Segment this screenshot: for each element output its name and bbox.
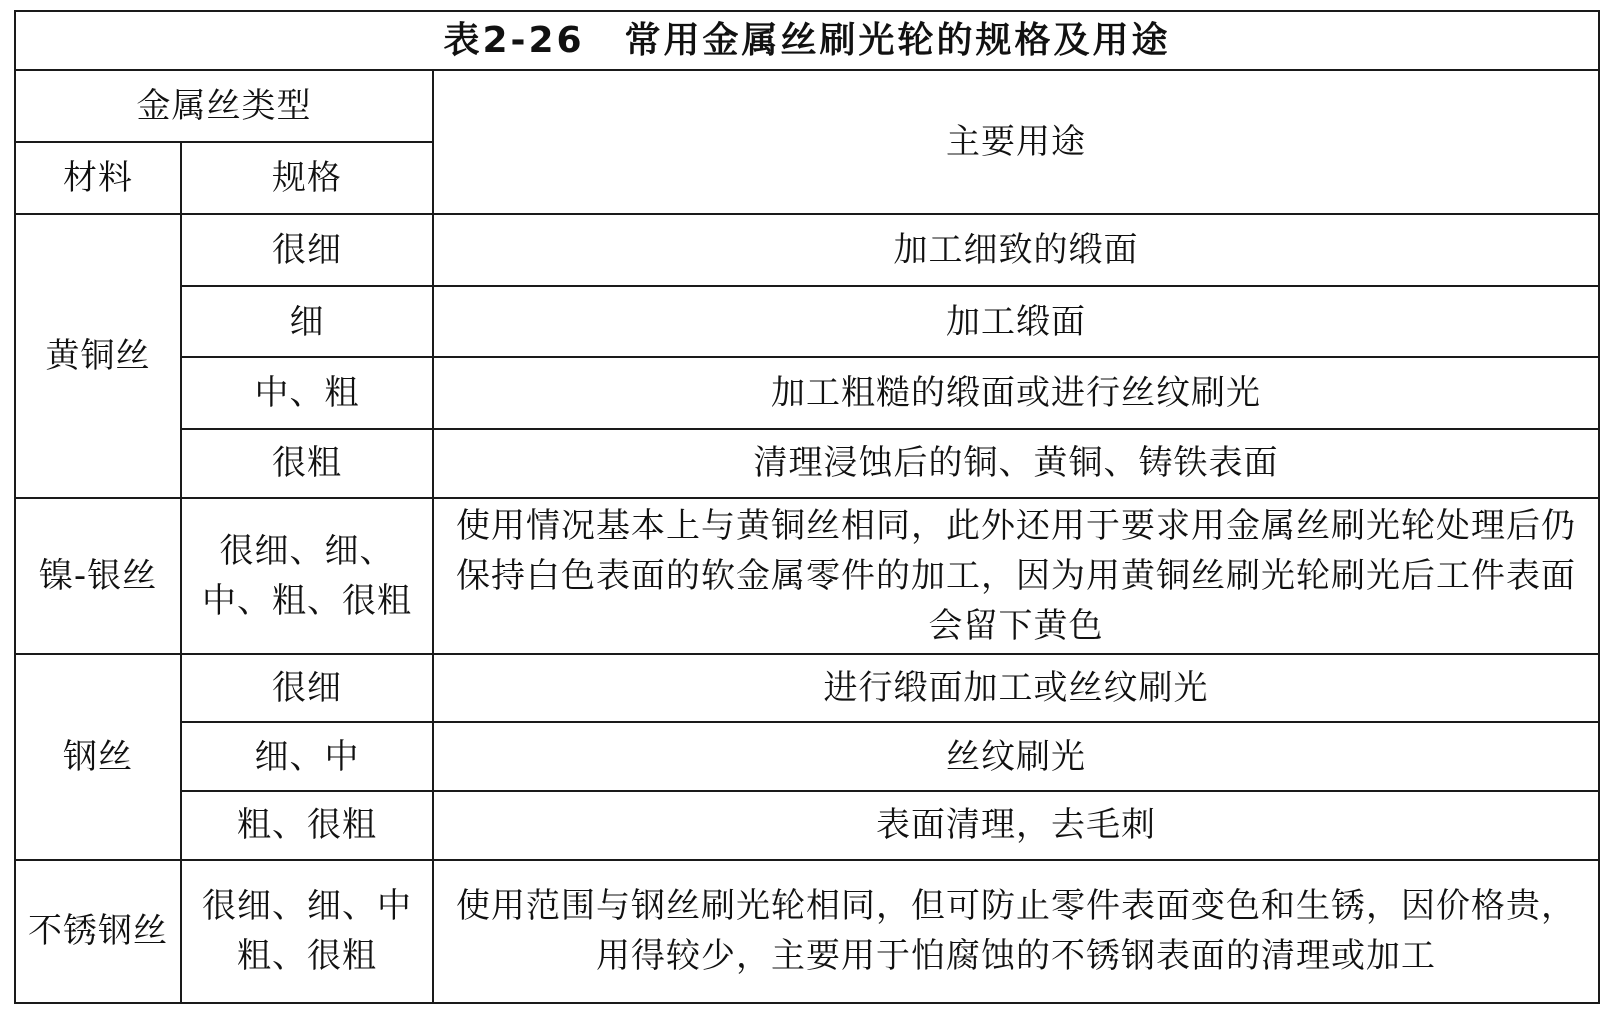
usage-cell: 丝纹刷光 xyxy=(433,722,1599,791)
header-type: 金属丝类型 xyxy=(15,70,433,142)
material-cell: 钢丝 xyxy=(15,654,181,860)
table-row xyxy=(15,498,1599,654)
table-container xyxy=(14,10,1598,1004)
table-title xyxy=(15,11,1599,70)
table-row xyxy=(15,214,1599,286)
header-spec: 规格 xyxy=(181,142,433,214)
spec-table xyxy=(14,10,1600,1004)
header-material: 材料 xyxy=(15,142,181,214)
title-row xyxy=(15,11,1599,70)
spec-cell: 细 xyxy=(181,286,433,358)
table-row xyxy=(15,429,1599,498)
usage-cell: 加工粗糙的缎面或进行丝纹刷光 xyxy=(433,357,1599,429)
material-cell: 不锈钢丝 xyxy=(15,860,181,1004)
usage-cell: 加工细致的缎面 xyxy=(433,214,1599,286)
spec-cell: 很细 xyxy=(181,214,433,286)
table-row xyxy=(15,286,1599,358)
header-row-1 xyxy=(15,70,1599,142)
table-row xyxy=(15,357,1599,429)
table-row xyxy=(15,722,1599,791)
table-row xyxy=(15,860,1599,1004)
spec-cell: 很细、细、中粗、很粗 xyxy=(181,860,433,1004)
spec-cell: 很细、细、中、粗、很粗 xyxy=(181,498,433,654)
table-title-text: 常用金属丝刷光轮的规格及用途 xyxy=(624,19,1171,61)
spec-cell: 很细 xyxy=(181,654,433,723)
table-row xyxy=(15,791,1599,860)
usage-cell: 使用情况基本上与黄铜丝相同，此外还用于要求用金属丝刷光轮处理后仍保持白色表面的软金属零件的加工，因为用黄铜丝刷光轮刷光后工件表面会留下黄色 xyxy=(433,498,1599,654)
usage-cell: 使用范围与钢丝刷光轮相同，但可防止零件表面变色和生锈，因价格贵，用得较少，主要用于怕腐蚀的不锈钢表面的清理或加工 xyxy=(433,860,1599,1004)
usage-cell: 表面清理，去毛刺 xyxy=(433,791,1599,860)
usage-cell: 进行缎面加工或丝纹刷光 xyxy=(433,654,1599,723)
spec-cell: 很粗 xyxy=(181,429,433,498)
spec-cell: 细、中 xyxy=(181,722,433,791)
table-number: 表2-26 xyxy=(443,19,585,61)
material-cell: 黄铜丝 xyxy=(15,214,181,498)
table-row xyxy=(15,654,1599,723)
usage-cell: 清理浸蚀后的铜、黄铜、铸铁表面 xyxy=(433,429,1599,498)
spec-cell: 中、粗 xyxy=(181,357,433,429)
header-usage: 主要用途 xyxy=(433,70,1599,213)
spec-cell: 粗、很粗 xyxy=(181,791,433,860)
usage-cell: 加工缎面 xyxy=(433,286,1599,358)
material-cell: 镍-银丝 xyxy=(15,498,181,654)
